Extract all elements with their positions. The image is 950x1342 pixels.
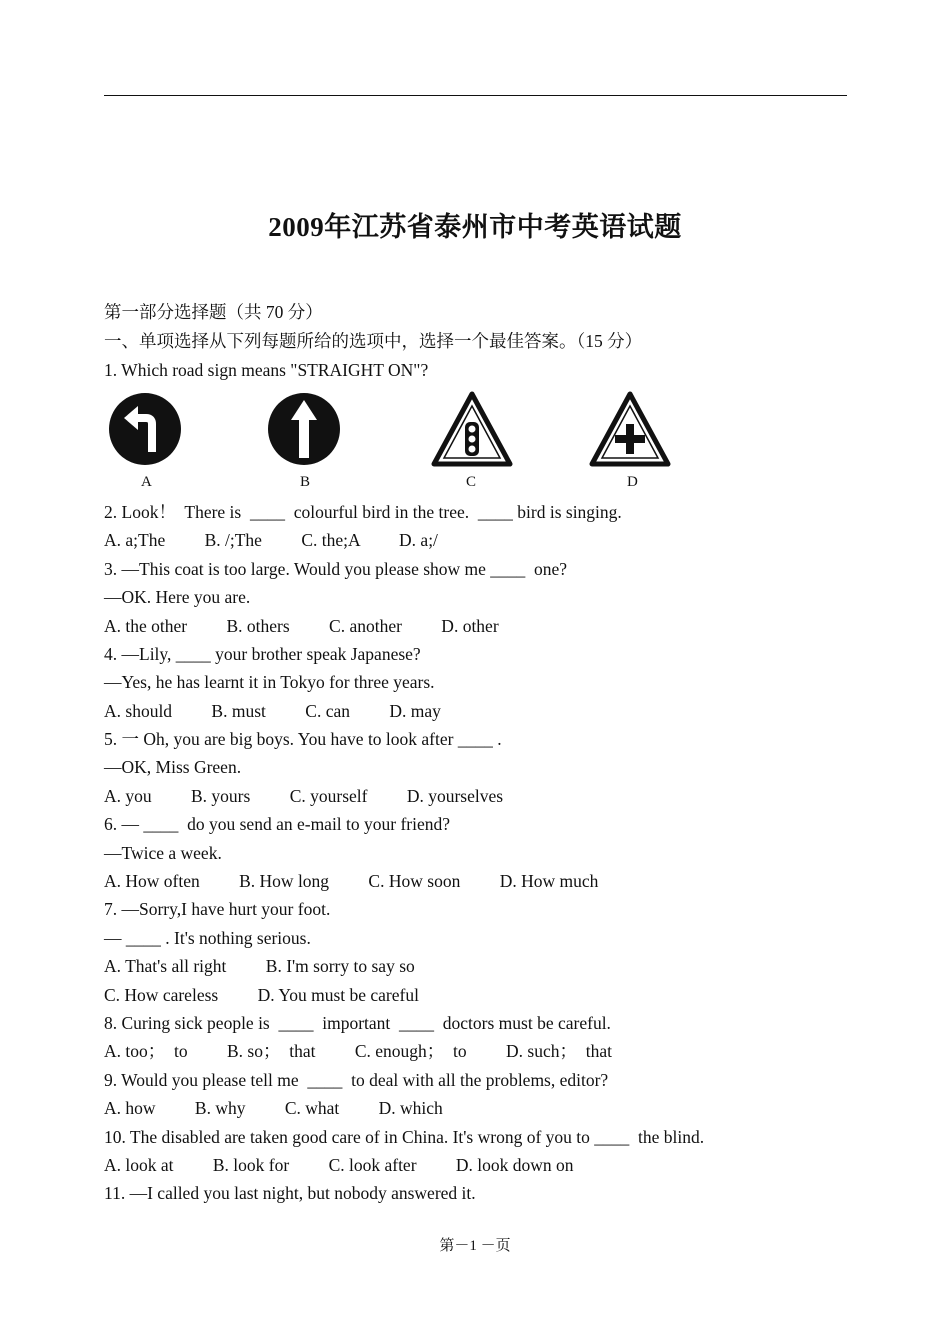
header-rule [104,95,847,96]
question-8: 8. Curing sick people is ____ important ____ doctors must be careful. [104,1013,611,1033]
sign-label-d: D [627,474,638,490]
question-5-options: A. you B. yours C. yourself D. yourselves [104,786,504,806]
question-2-options: A. a;The B. /;The C. the;A D. a;/ [104,530,438,550]
question-8-options: A. too； to B. so； that C. enough； to D. such； that [104,1041,612,1061]
question-11: 11. —I called you last night, but nobody answered it. [104,1183,476,1203]
question-6-options: A. How often B. How long C. How soon D. How much [104,871,599,891]
question-4-reply: —Yes, he has learnt it in Tokyo for three years. [104,672,435,692]
question-3-reply: —OK. Here you are. [104,587,251,607]
section-heading: 第一部分选择题（共 70 分） [104,302,323,322]
question-7-options-cd: C. How careless D. You must be careful [104,985,419,1005]
question-6: 6. — ____ do you send an e-mail to your friend? [104,814,451,834]
question-10-options: A. look at B. look for C. look after D. look down on [104,1155,574,1175]
sign-label-b: B [300,474,311,490]
question-7-reply: — ____ . It's nothing serious. [104,928,311,948]
question-5: 5. 一 Oh, you are big boys. You have to look after ____ . [104,729,502,749]
turn-left-sign-icon [106,390,184,473]
question-7-options-ab: A. That's all right B. I'm sorry to say so [104,956,415,976]
question-9: 9. Would you please tell me ____ to deal with all the problems, editor? [104,1070,609,1090]
straight-on-sign-icon [265,390,343,473]
question-5-reply: —OK, Miss Green. [104,757,242,777]
question-4: 4. —Lily, ____ your brother speak Japanese? [104,644,421,664]
sign-label-c: C [466,474,477,490]
question-4-options: A. should B. must C. can D. may [104,701,441,721]
question-9-options: A. how B. why C. what D. which [104,1098,443,1118]
question-1: 1. Which road sign means "STRAIGHT ON"? [104,360,429,380]
question-10: 10. The disabled are taken good care of in China. It's wrong of you to ____ the blind. [104,1127,705,1147]
sign-label-a: A [141,474,152,490]
page-footer: 第－1 －页 [439,1238,511,1254]
crossroads-warning-sign-icon [588,390,672,473]
traffic-light-warning-sign-icon [430,390,514,473]
question-7: 7. —Sorry,I have hurt your foot. [104,899,331,919]
page-title: 2009年江苏省泰州市中考英语试题 [268,212,682,242]
question-6-reply: —Twice a week. [104,843,222,863]
question-3-options: A. the other B. others C. another D. other [104,616,499,636]
question-2: 2. Look！ There is ____ colourful bird in the tree. ____ bird is singing. [104,502,622,522]
instructions: 一、单项选择从下列每题所给的选项中，选择一个最佳答案。（15 分） [104,331,643,351]
road-signs [104,390,704,490]
question-3: 3. —This coat is too large. Would you please show me ____ one? [104,559,568,579]
